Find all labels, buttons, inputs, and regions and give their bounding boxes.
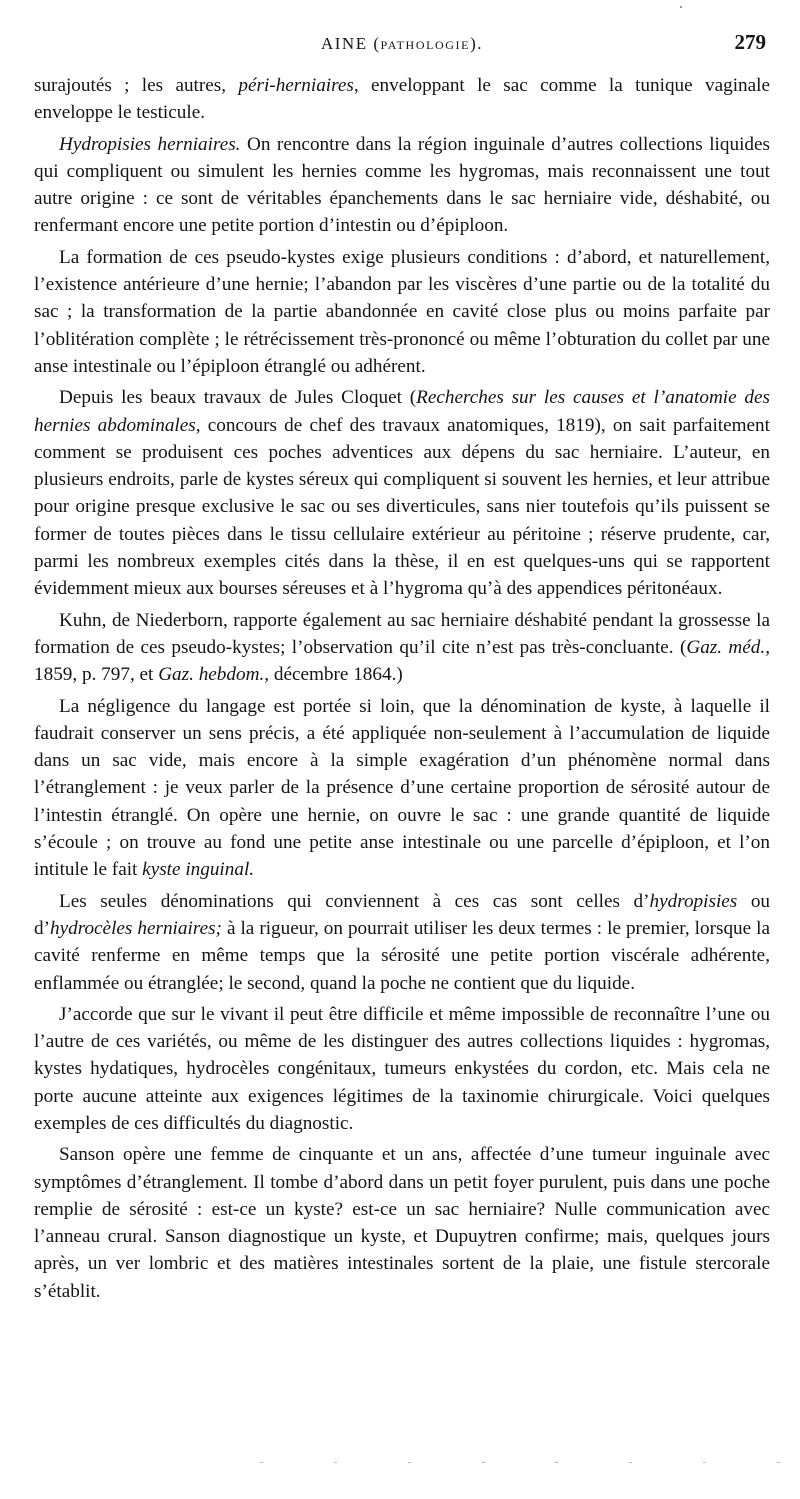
paragraph bbox=[34, 1141, 770, 1305]
running-title bbox=[34, 34, 770, 54]
text-run: La formation de ces pseudo-kystes exige plusieurs conditions : d’abord, et naturellement, l’existence antérieure d’une hernie; l’abandon par les viscères d’une partie ou de la totalité du sac ; la transformation de la partie abandonnée en cavité close plus ou moins parfaite par l’oblitération complète ; le rétrécissement très-prononcé ou même l’obturation du collet par une anse intestinale ou l’épiploon étranglé ou adhérent. bbox=[34, 246, 770, 377]
page-number: 279 bbox=[734, 30, 766, 54]
text-run: , concours de chef des travaux anatomiques, 1819), on sait parfaitement comment se produisent ces poches adventices aux dépens du sac herniaire. L’auteur, en plusieurs endroits, parle de kystes séreux qui compliquent si souvent les hernies, et leur attribue pour origine presque exclusive le sac ou ses diverticules, sans nier toutefois qu’ils puissent se former de toutes pièces dans le tissu cellulaire extérieur au péritoine ; réserve prudente, car, parmi les nombreux exemples cités dans la thèse, il en est quelques-uns qui se rapportent évidemment mieux aux bourses séreuses et à l’hygroma qu’à des appendices péritonéaux. bbox=[34, 414, 770, 600]
text-run: ou d’ bbox=[34, 890, 770, 939]
page-speck bbox=[680, 6, 682, 8]
text-run: , enveloppant le sac comme la tunique vaginale enveloppe le testicule. bbox=[34, 75, 770, 124]
paragraph bbox=[34, 693, 770, 884]
text-run: On rencontre dans la région inguinale d’autres collections liquides qui compliquent ou simulent les hernies comme les hygromas, mais reconnaissent une tout autre origine : ce sont de véritables épanchements dans le sac herniaire vide, déshabité, ou renfermant encore une petite portion d’intestin ou d’épiploon. bbox=[34, 133, 770, 237]
text-run: J’accorde que sur le vivant il peut être difficile et même impossible de reconnaître l’une ou l’autre de ces variétés, ou même de les distinguer des autres collections liquides : hygromas, kystes hydatiques, hydrocèles congénitaux, tumeurs enkystées du cordon, etc. Mais cela ne porte aucune atteinte aux exigences légitimes de la taxinomie chirurgicale. Voici quelques exemples de ces difficultés du diagnostic. bbox=[34, 1003, 770, 1134]
running-title-section: PATHOLOGIE bbox=[380, 38, 471, 52]
paragraph bbox=[34, 607, 770, 689]
paragraph bbox=[34, 1001, 770, 1137]
text-run: Depuis les beaux travaux de Jules Cloquet ( bbox=[59, 387, 417, 409]
italic-text: Gaz. méd. bbox=[686, 636, 766, 658]
running-title-main: AINE bbox=[320, 34, 368, 53]
text-run: à la rigueur, on pourrait utiliser les deux termes : le premier, lorsque la cavité renferme en même temps que la sérosité une petite portion viscérale adhérente, enflammée ou étranglée; le second, quand la poche ne contient que du liquide. bbox=[34, 917, 770, 994]
paragraph bbox=[34, 888, 770, 997]
body-text bbox=[34, 72, 770, 1305]
italic-text: Recherches sur les causes et l’anatomie des hernies abdominales bbox=[34, 387, 771, 436]
italic-text: hydropisies bbox=[649, 890, 738, 912]
book-page bbox=[34, 26, 770, 1466]
text-run: surajoutés ; les autres, bbox=[34, 75, 239, 96]
italic-text: kyste inguinal. bbox=[142, 859, 255, 881]
text-run: Kuhn, de Niederborn, rapporte également au sac herniaire déshabité pendant la grossesse la formation de ces pseudo-kystes; l’observation qu’il cite n’est pas très-concluante. ( bbox=[34, 609, 770, 658]
paragraph bbox=[34, 384, 770, 602]
running-head bbox=[34, 26, 770, 62]
italic-text: Gaz. hebdom. bbox=[158, 664, 265, 686]
text-run: , décembre 1864.) bbox=[264, 664, 403, 686]
paragraph bbox=[34, 131, 770, 240]
running-title-paren-open: ( bbox=[373, 34, 381, 53]
text-run: , 1859, p. 797, et bbox=[34, 636, 770, 686]
running-title-paren-close: ). bbox=[470, 34, 483, 53]
footer-specks bbox=[260, 1462, 780, 1466]
paragraph bbox=[34, 244, 770, 380]
italic-text: hydrocèles herniaires; bbox=[49, 917, 222, 939]
italic-text: Hydropisies herniaires. bbox=[59, 133, 241, 155]
text-run: La négligence du langage est portée si loin, que la dénomination de kyste, à laquelle il faudrait conserver un sens précis, a été appliquée non-seulement à l’accumulation de liquide dans un sac vide, mais encore à la simple exagération d’un phénomène normal dans l’étranglement : je veux parler de la présence d’une certaine proportion de sérosité autour de l’intestin étranglé. On opère une hernie, on ouvre le sac : une grande quantité de liquide s’écoule ; on trouve au fond une petite anse intestinale ou une parcelle d’épiploon, et l’on intitule le fait bbox=[34, 695, 770, 881]
paragraph bbox=[34, 72, 770, 127]
italic-text: péri-herniaires bbox=[238, 75, 354, 96]
text-run: Les seules dénominations qui conviennent à ces cas sont celles d’ bbox=[59, 890, 650, 912]
text-run: Sanson opère une femme de cinquante et un ans, affectée d’une tumeur inguinale avec symptômes d’étranglement. Il tombe d’abord dans un petit foyer purulent, puis dans une poche remplie de sérosité : est-ce un kyste? est-ce un sac herniaire? Nulle communication avec l’anneau crural. Sanson diagnostique un kyste, et Dupuytren confirme; mais, quelques jours après, un ver lombric et des matières intestinales sortent de la plaie, une fistule stercorale s’établit. bbox=[34, 1144, 770, 1302]
